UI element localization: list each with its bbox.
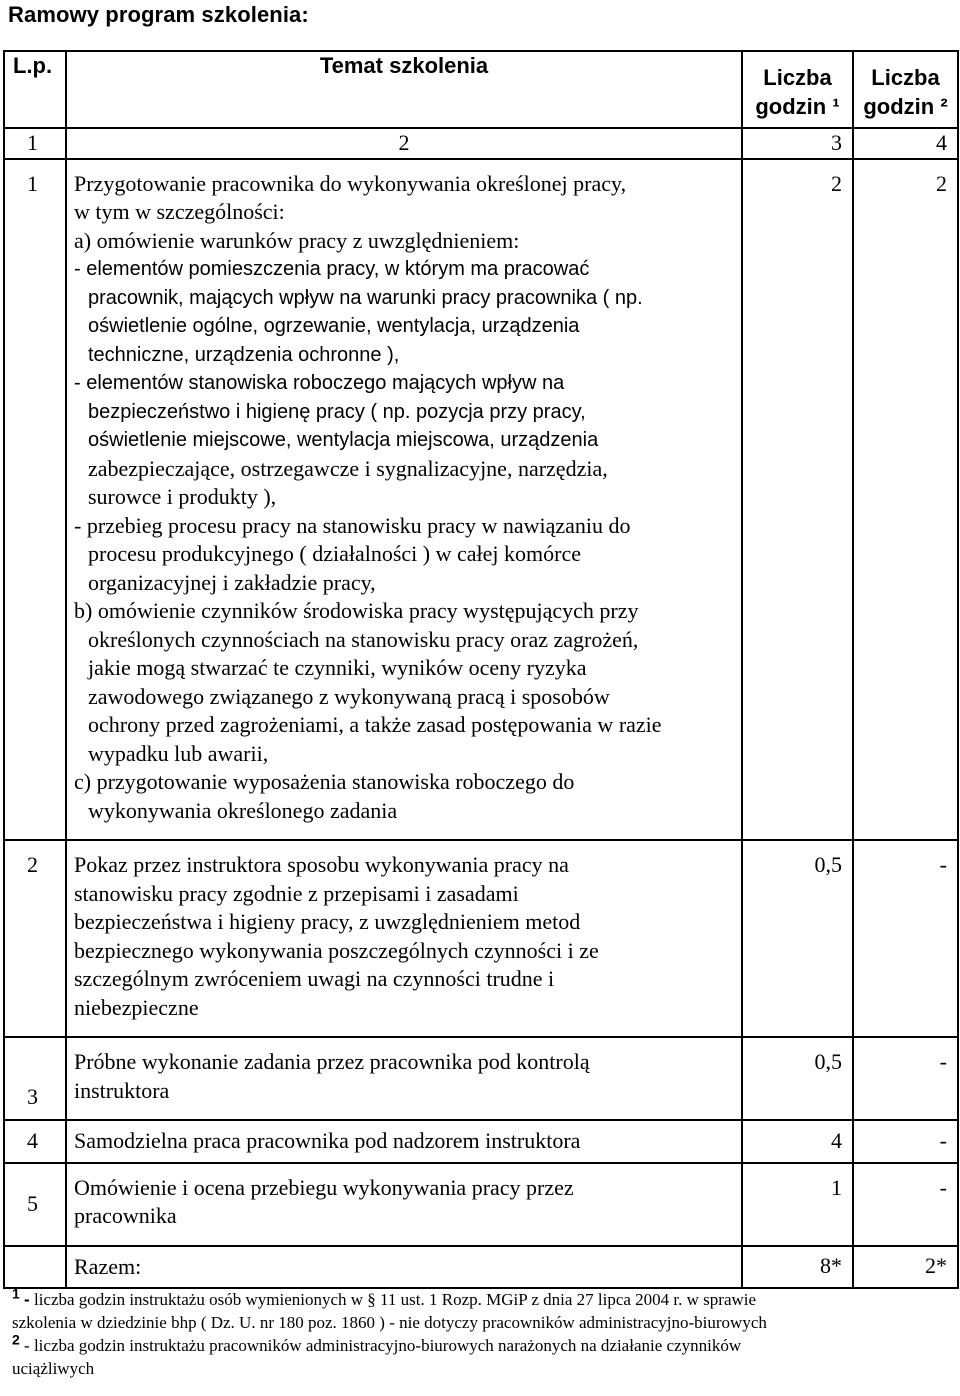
row-hours-2: 2	[853, 159, 958, 841]
row-hours-1: 4	[742, 1120, 853, 1163]
table-row	[4, 1163, 958, 1246]
topic-line: niebezpieczne	[74, 994, 199, 1020]
row-hours-2: -	[853, 1163, 958, 1246]
topic-line: surowce i produkty ),	[88, 484, 277, 509]
topic-line: instruktora	[74, 1077, 170, 1103]
total-hours-2: 2*	[853, 1246, 958, 1288]
topic-line: Samodzielna praca pracownika pod nadzorem instruktora	[74, 1128, 581, 1153]
topic-line: bezpieczeństwa i higieny pracy, z uwzględnieniem metod	[74, 909, 581, 934]
footnote-1-marker: 1	[12, 1285, 20, 1302]
topic-line: organizacyjnej i zakładzie pracy,	[88, 569, 376, 595]
header-hours-1-line2: godzin ¹	[755, 93, 840, 119]
topic-line: - przebieg procesu pracy na stanowisku pracy w nawiązaniu do	[74, 512, 631, 538]
table-row	[4, 1037, 958, 1120]
topic-line: wykonywania określonego zadania	[88, 797, 398, 823]
table-header-row	[4, 51, 958, 128]
row-hours-1: 1	[742, 1163, 853, 1246]
row-hours-1: 0,5	[742, 1037, 853, 1120]
topic-line: szczególnym zwróceniem uwagi na czynności trudne i	[74, 966, 555, 991]
topic-line: jakie mogą stwarzać te czynniki, wyników oceny ryzyka	[88, 655, 587, 680]
footnote-2-line-1	[12, 1331, 942, 1357]
topic-line: zawodowego związanego z wykonywaną pracą i sposobów	[88, 683, 610, 709]
topic-line: bezpiecznego wykonywania poszczególnych czynności i ze	[74, 937, 599, 963]
column-number: 1	[4, 128, 66, 159]
topic-line: Omówienie i ocena przebiegu wykonywania pracy przez	[74, 1174, 574, 1200]
footnote-1-text: liczba godzin instruktażu osób wymienionych w § 11 ust. 1 Rozp. MGiP z dnia 27 lipca 2004 r. w sprawie	[33, 1290, 757, 1309]
row-topic	[66, 1037, 742, 1120]
row-lp: 5	[4, 1163, 66, 1246]
total-hours-1: 8*	[742, 1246, 853, 1288]
footnote-2-marker: 2	[12, 1331, 20, 1348]
topic-line: pracownika	[74, 1203, 177, 1228]
training-program-table	[3, 50, 959, 1289]
footnote-2-line-2: uciążliwych	[12, 1359, 95, 1378]
row-topic	[66, 159, 742, 841]
page-title: Ramowy program szkolenia:	[8, 2, 309, 27]
footnote-1-dash: -	[24, 1290, 30, 1309]
row-lp: 4	[4, 1120, 66, 1163]
header-hours-2-line2: godzin ²	[863, 93, 948, 119]
topic-line: oświetlenie ogólne, ogrzewanie, wentylacja, urządzenia	[88, 315, 580, 337]
topic-line: określonych czynnościach na stanowisku pracy oraz zagrożeń,	[88, 626, 639, 652]
row-lp: 2	[4, 840, 66, 1037]
row-hours-1: 2	[742, 159, 853, 841]
topic-line: - elementów pomieszczenia pracy, w którym ma pracować	[74, 258, 590, 280]
total-row	[4, 1246, 958, 1288]
total-label: Razem:	[66, 1246, 742, 1288]
table-row	[4, 1120, 958, 1163]
topic-line: ochrony przed zagrożeniami, a także zasad postępowania w razie	[88, 712, 662, 737]
header-topic: Temat szkolenia	[66, 51, 742, 128]
topic-line: stanowisku pracy zgodnie z przepisami i zasadami	[74, 880, 519, 906]
topic-line: Pokaz przez instruktora sposobu wykonywania pracy na	[74, 852, 569, 877]
row-topic	[66, 840, 742, 1037]
footnote-1-line-2: szkolenia w dziedzinie bhp ( Dz. U. nr 180 poz. 1860 ) - nie dotyczy pracowników administracyjno-biurowych	[12, 1313, 767, 1332]
table-row	[4, 840, 958, 1037]
row-hours-2: -	[853, 1120, 958, 1163]
column-number-row	[4, 128, 958, 159]
row-lp: 1	[4, 159, 66, 841]
header-hours-2	[853, 51, 958, 128]
table-row	[4, 159, 958, 841]
column-number: 2	[66, 128, 742, 159]
topic-line: - elementów stanowiska roboczego mających wpływ na	[74, 372, 565, 394]
header-hours-1	[742, 51, 853, 128]
topic-line: procesu produkcyjnego ( działalności ) w całej komórce	[88, 541, 581, 566]
row-lp: 3	[4, 1037, 66, 1120]
topic-line: a) omówienie warunków pracy z uwzględnieniem:	[74, 227, 520, 253]
topic-line: Przygotowanie pracownika do wykonywania określonej pracy,	[74, 170, 627, 196]
topic-line: c) przygotowanie wyposażenia stanowiska roboczego do	[74, 769, 575, 794]
row-topic	[66, 1120, 742, 1163]
total-lp-empty	[4, 1246, 66, 1288]
footnote-1-line-1	[12, 1285, 942, 1311]
topic-line: bezpieczeństwo i higienę pracy ( np. pozycja przy pracy,	[88, 400, 586, 423]
row-hours-2: -	[853, 1037, 958, 1120]
header-hours-2-line1: Liczba	[871, 65, 940, 90]
footnotes	[12, 1285, 942, 1380]
topic-line: techniczne, urządzenia ochronne ),	[88, 343, 400, 366]
topic-line: wypadku lub awarii,	[88, 740, 269, 766]
column-number: 3	[742, 128, 853, 159]
topic-line: w tym w szczególności:	[74, 199, 285, 224]
row-hours-1: 0,5	[742, 840, 853, 1037]
topic-line: Próbne wykonanie zadania przez pracownika pod kontrolą	[74, 1049, 590, 1074]
topic-line: b) omówienie czynników środowiska pracy występujących przy	[74, 598, 639, 623]
row-hours-2: -	[853, 840, 958, 1037]
header-hours-1-line1: Liczba	[763, 65, 832, 90]
footnote-2-text: - liczba godzin instruktażu pracowników administracyjno-biurowych narażonych na działanie czynników	[24, 1336, 742, 1355]
topic-line: pracownik, mających wpływ na warunki pracy pracownika ( np.	[88, 286, 643, 309]
row-topic	[66, 1163, 742, 1246]
topic-line: oświetlenie miejscowe, wentylacja miejscowa, urządzenia	[88, 429, 599, 451]
topic-line: zabezpieczające, ostrzegawcze i sygnalizacyjne, narzędzia,	[88, 455, 608, 481]
column-number: 4	[853, 128, 958, 159]
header-lp: L.p.	[4, 51, 66, 128]
